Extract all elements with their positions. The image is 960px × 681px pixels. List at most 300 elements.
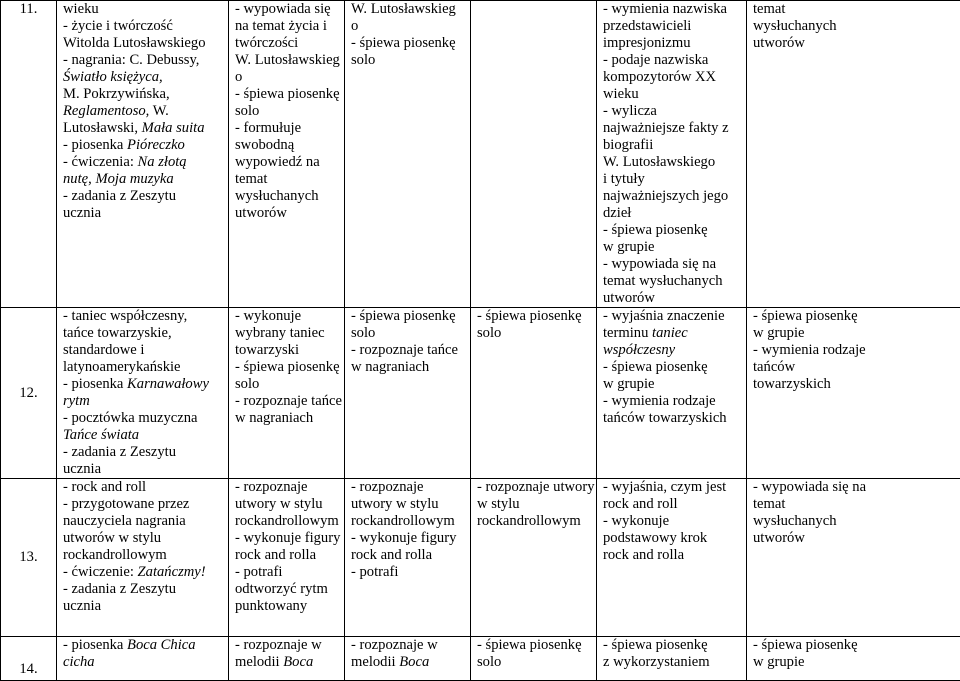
cell-line — [477, 308, 596, 325]
cell-line — [63, 530, 228, 547]
text-segment: wieku — [603, 86, 639, 102]
text-segment: ucznia — [63, 205, 101, 221]
italic-title: Na złotą — [138, 154, 187, 170]
text-segment: - śpiewa piosenkę — [477, 308, 582, 324]
text-segment: wieku — [63, 1, 99, 17]
cell-line — [235, 137, 344, 154]
grade-good-cell — [597, 637, 747, 681]
text-segment: - wymienia rodzaje — [603, 393, 716, 409]
cell-line — [235, 342, 344, 359]
text-segment: - wypowiada się — [235, 1, 331, 17]
cell-line — [351, 1, 470, 18]
text-segment: impresjonizmu — [603, 35, 691, 51]
cell-line — [603, 205, 746, 222]
text-segment: - wymienia rodzaje — [753, 342, 866, 358]
cell-line — [351, 564, 470, 581]
cell-line — [235, 35, 344, 52]
cell-line — [753, 359, 960, 376]
text-segment: wybrany taniec — [235, 325, 325, 341]
italic-title: Boca — [399, 654, 429, 670]
cell-line — [753, 479, 960, 496]
text-segment: melodii — [235, 654, 283, 670]
grade-high-cell — [747, 308, 960, 479]
text-segment: towarzyskich — [753, 376, 831, 392]
content-cell — [57, 637, 229, 681]
text-segment: - śpiewa piosenkę — [235, 359, 340, 375]
text-segment: rock and roll — [603, 496, 678, 512]
skills-extended-cell — [345, 637, 471, 681]
cell-line — [235, 1, 344, 18]
grade-high-cell — [747, 1, 960, 308]
cell-line — [63, 342, 228, 359]
cell-line — [63, 427, 228, 444]
text-segment: utworów — [753, 530, 805, 546]
text-segment: W. Lutosławskiego — [603, 154, 715, 170]
text-segment: biografii — [603, 137, 653, 153]
text-segment: rock and rolla — [351, 547, 432, 563]
cell-line — [351, 308, 470, 325]
italic-title: Światło księżyca, — [63, 69, 163, 85]
content-cell — [57, 479, 229, 637]
cell-line — [603, 410, 746, 427]
cell-line — [753, 35, 960, 52]
text-segment: - pocztówka muzyczna — [63, 410, 198, 426]
text-segment: - wyjaśnia znaczenie — [603, 308, 725, 324]
cell-line — [235, 410, 344, 427]
cell-line — [235, 103, 344, 120]
cell-line — [235, 393, 344, 410]
text-segment: Lutosławski, — [63, 120, 142, 136]
text-segment: - formułuje — [235, 120, 301, 136]
cell-line — [477, 654, 596, 671]
cell-line — [63, 69, 228, 86]
text-segment: w grupie — [603, 376, 654, 392]
text-segment: twórczości — [235, 35, 298, 51]
text-segment: wysłuchanych — [753, 513, 837, 529]
text-segment: najważniejsze fakty z — [603, 120, 729, 136]
cell-line — [603, 325, 746, 342]
grade-high-cell — [747, 637, 960, 681]
cell-line — [603, 171, 746, 188]
text-segment: terminu — [603, 325, 652, 341]
row-number-label: 11. — [20, 1, 38, 17]
cell-line — [235, 376, 344, 393]
text-segment: nauczyciela nagrania — [63, 513, 186, 529]
text-segment: - rozpoznaje tańce — [235, 393, 342, 409]
text-segment: dzieł — [603, 205, 631, 221]
cell-line — [603, 654, 746, 671]
cell-line — [477, 496, 596, 513]
cell-line — [603, 239, 746, 256]
grade-low-cell — [471, 308, 597, 479]
skills-basic-cell — [229, 479, 345, 637]
skills-extended-cell — [345, 479, 471, 637]
text-segment: Witolda Lutosławskiego — [63, 35, 206, 51]
text-segment: , — [88, 171, 95, 187]
cell-line — [603, 103, 746, 120]
text-segment: - przygotowane przez — [63, 496, 189, 512]
cell-line — [603, 496, 746, 513]
skills-basic-cell — [229, 1, 345, 308]
cell-line — [235, 547, 344, 564]
text-segment: najważniejszych jego — [603, 188, 728, 204]
text-segment: w stylu — [477, 496, 520, 512]
text-segment: o — [235, 69, 242, 85]
cell-line — [63, 479, 228, 496]
cell-line — [235, 479, 344, 496]
cell-line — [351, 530, 470, 547]
text-segment: - piosenka — [63, 376, 127, 392]
cell-line — [351, 359, 470, 376]
text-segment: przedstawicieli — [603, 18, 691, 34]
text-segment: rockandrollowym — [63, 547, 167, 563]
italic-title: Boca — [283, 654, 313, 670]
cell-line — [603, 137, 746, 154]
text-segment: - wyjaśnia, czym jest — [603, 479, 726, 495]
content-cell — [57, 308, 229, 479]
cell-line — [351, 342, 470, 359]
text-segment: M. Pokrzywińska, — [63, 86, 170, 102]
text-segment: solo — [477, 654, 501, 670]
text-segment: temat — [753, 1, 785, 17]
text-segment: solo — [235, 376, 259, 392]
text-segment: - rock and roll — [63, 479, 146, 495]
cell-line — [235, 654, 344, 671]
cell-line — [351, 35, 470, 52]
row-number-label: 13. — [19, 549, 37, 565]
cell-line — [63, 86, 228, 103]
cell-line — [351, 637, 470, 654]
italic-title: nutę — [63, 171, 88, 187]
cell-line — [235, 52, 344, 69]
row-number — [1, 1, 57, 308]
text-segment: - ćwiczenia: — [63, 154, 138, 170]
text-segment: rock and rolla — [235, 547, 316, 563]
text-segment: w grupie — [603, 239, 654, 255]
text-segment: w nagraniach — [235, 410, 313, 426]
text-segment: w grupie — [753, 654, 804, 670]
cell-line — [603, 273, 746, 290]
text-segment: - wykonuje figury — [235, 530, 340, 546]
cell-line — [603, 308, 746, 325]
text-segment: - zadania z Zeszytu — [63, 188, 176, 204]
grade-low-cell — [471, 1, 597, 308]
cell-line — [235, 325, 344, 342]
cell-line — [235, 598, 344, 615]
grade-low-cell — [471, 637, 597, 681]
row-number-label: 14. — [19, 661, 37, 677]
italic-title: Karnawałowy — [127, 376, 209, 392]
cell-line — [603, 530, 746, 547]
cell-line — [63, 154, 228, 171]
cell-line — [753, 637, 960, 654]
text-segment: kompozytorów XX — [603, 69, 716, 85]
cell-line — [63, 376, 228, 393]
text-segment: - śpiewa piosenkę — [351, 35, 456, 51]
cell-line — [351, 496, 470, 513]
cell-line — [63, 547, 228, 564]
cell-line — [235, 120, 344, 137]
skills-extended-cell — [345, 1, 471, 308]
cell-line — [603, 86, 746, 103]
text-segment: - rozpoznaje utwory — [477, 479, 595, 495]
text-segment: wysłuchanych — [753, 18, 837, 34]
cell-line — [235, 18, 344, 35]
text-segment: solo — [477, 325, 501, 341]
text-segment: melodii — [351, 654, 399, 670]
skills-extended-cell — [345, 308, 471, 479]
cell-line — [63, 581, 228, 598]
text-segment: - nagrania: C. Debussy, — [63, 52, 199, 68]
cell-line — [753, 1, 960, 18]
text-segment: - wykonuje figury — [351, 530, 456, 546]
cell-line — [235, 359, 344, 376]
cell-line — [477, 479, 596, 496]
cell-line — [603, 376, 746, 393]
cell-line — [63, 120, 228, 137]
text-segment: - rozpoznaje w — [351, 637, 438, 653]
text-segment: latynoamerykańskie — [63, 359, 181, 375]
text-segment: wypowiedź na — [235, 154, 320, 170]
text-segment: i tytuły — [603, 171, 645, 187]
text-segment: utworów w stylu — [63, 530, 161, 546]
cell-line — [477, 513, 596, 530]
text-segment: - rozpoznaje tańce — [351, 342, 458, 358]
text-segment: tańców towarzyskich — [603, 410, 727, 426]
cell-line — [63, 171, 228, 188]
cell-line — [63, 598, 228, 615]
text-segment: wysłuchanych — [235, 188, 319, 204]
cell-line — [753, 654, 960, 671]
text-segment: rockandrollowym — [477, 513, 581, 529]
text-segment: - śpiewa piosenkę — [753, 637, 858, 653]
cell-line — [603, 256, 746, 273]
content-cell — [57, 1, 229, 308]
text-segment: - piosenka — [63, 637, 127, 653]
cell-line — [235, 637, 344, 654]
cell-line — [603, 547, 746, 564]
grade-low-cell — [471, 479, 597, 637]
text-segment: - śpiewa piosenkę — [477, 637, 582, 653]
italic-title: Zatańczmy! — [138, 564, 206, 580]
cell-line — [235, 496, 344, 513]
skills-basic-cell — [229, 637, 345, 681]
cell-line — [603, 222, 746, 239]
cell-line — [603, 342, 746, 359]
cell-line — [753, 342, 960, 359]
cell-line — [753, 530, 960, 547]
italic-title: Moja muzyka — [95, 171, 173, 187]
cell-line — [63, 52, 228, 69]
text-segment: utwory w stylu — [235, 496, 323, 512]
row-number-label: 12. — [19, 385, 37, 401]
cell-line — [753, 308, 960, 325]
text-segment: W. — [149, 103, 168, 119]
cell-line — [63, 513, 228, 530]
cell-line — [63, 137, 228, 154]
text-segment: podstawowy krok — [603, 530, 707, 546]
text-segment: - wykonuje — [235, 308, 301, 324]
cell-line — [603, 69, 746, 86]
text-segment: towarzyski — [235, 342, 299, 358]
cell-line — [63, 654, 228, 671]
text-segment: - wypowiada się na — [753, 479, 866, 495]
text-segment: tańców — [753, 359, 795, 375]
text-segment: ucznia — [63, 461, 101, 477]
text-segment: o — [351, 18, 358, 34]
italic-title: Reglamentoso, — [63, 103, 149, 119]
cell-line — [63, 308, 228, 325]
text-segment: temat — [235, 171, 267, 187]
italic-title: współczesny — [603, 342, 675, 358]
text-segment: - rozpoznaje — [351, 479, 424, 495]
cell-line — [235, 205, 344, 222]
cell-line — [603, 52, 746, 69]
cell-line — [603, 120, 746, 137]
text-segment: - podaje nazwiska — [603, 52, 708, 68]
cell-line — [235, 69, 344, 86]
cell-line — [351, 513, 470, 530]
skills-basic-cell — [229, 308, 345, 479]
text-segment: utworów — [753, 35, 805, 51]
text-segment: standardowe i — [63, 342, 144, 358]
grade-good-cell — [597, 479, 747, 637]
cell-line — [603, 290, 746, 307]
text-segment: solo — [351, 325, 375, 341]
cell-line — [63, 103, 228, 120]
cell-line — [63, 496, 228, 513]
cell-line — [603, 393, 746, 410]
text-segment: swobodną — [235, 137, 294, 153]
italic-title: cicha — [63, 654, 95, 670]
cell-line — [477, 637, 596, 654]
cell-line — [63, 410, 228, 427]
cell-line — [235, 564, 344, 581]
cell-line — [753, 496, 960, 513]
text-segment: - rozpoznaje w — [235, 637, 322, 653]
text-segment: - piosenka — [63, 137, 127, 153]
text-segment: rockandrollowym — [351, 513, 455, 529]
cell-line — [603, 1, 746, 18]
text-segment: - wykonuje — [603, 513, 669, 529]
cell-line — [753, 513, 960, 530]
cell-line — [235, 86, 344, 103]
cell-line — [351, 325, 470, 342]
cell-line — [63, 393, 228, 410]
grade-high-cell — [747, 479, 960, 637]
row-number — [1, 479, 57, 637]
cell-line — [753, 325, 960, 342]
cell-line — [235, 581, 344, 598]
row-number — [1, 308, 57, 479]
text-segment: - zadania z Zeszytu — [63, 581, 176, 597]
cell-line — [63, 1, 228, 18]
text-segment: solo — [351, 52, 375, 68]
cell-line — [63, 188, 228, 205]
cell-line — [235, 188, 344, 205]
cell-line — [603, 18, 746, 35]
text-segment: - zadania z Zeszytu — [63, 444, 176, 460]
text-segment: rockandrollowym — [235, 513, 339, 529]
text-segment: - ćwiczenie: — [63, 564, 138, 580]
text-segment: rock and rolla — [603, 547, 684, 563]
cell-line — [753, 376, 960, 393]
text-segment: - śpiewa piosenkę — [603, 359, 708, 375]
grade-good-cell — [597, 308, 747, 479]
cell-line — [235, 154, 344, 171]
cell-line — [351, 654, 470, 671]
text-segment: - potrafi — [351, 564, 398, 580]
italic-title: taniec — [652, 325, 688, 341]
cell-line — [603, 637, 746, 654]
cell-line — [63, 35, 228, 52]
italic-title: Tańce świata — [63, 427, 139, 443]
cell-line — [63, 205, 228, 222]
cell-line — [63, 444, 228, 461]
text-segment: - potrafi — [235, 564, 282, 580]
text-segment: - śpiewa piosenkę — [235, 86, 340, 102]
text-segment: odtworzyć rytm — [235, 581, 328, 597]
table-row — [1, 637, 960, 681]
table-row — [1, 1, 960, 308]
table-row — [1, 308, 960, 479]
table-row — [1, 479, 960, 637]
cell-line — [235, 530, 344, 547]
cell-line — [351, 547, 470, 564]
cell-line — [603, 154, 746, 171]
cell-line — [63, 461, 228, 478]
text-segment: utwory w stylu — [351, 496, 439, 512]
text-segment: - śpiewa piosenkę — [753, 308, 858, 324]
cell-line — [63, 359, 228, 376]
text-segment: - wymienia nazwiska — [603, 1, 727, 17]
text-segment: - życie i twórczość — [63, 18, 173, 34]
cell-line — [603, 359, 746, 376]
cell-line — [63, 564, 228, 581]
text-segment: tańce towarzyskie, — [63, 325, 172, 341]
italic-title: Mała suita — [142, 120, 205, 136]
text-segment: ucznia — [63, 598, 101, 614]
cell-line — [603, 513, 746, 530]
cell-line — [63, 637, 228, 654]
text-segment: utworów — [235, 205, 287, 221]
text-segment: W. Lutosławskieg — [235, 52, 340, 68]
grade-good-cell — [597, 1, 747, 308]
cell-line — [603, 479, 746, 496]
cell-line — [477, 325, 596, 342]
cell-line — [235, 308, 344, 325]
text-segment: temat — [753, 496, 785, 512]
cell-line — [603, 35, 746, 52]
text-segment: temat wysłuchanych — [603, 273, 723, 289]
italic-title: Pióreczko — [127, 137, 185, 153]
text-segment: - wypowiada się na — [603, 256, 716, 272]
cell-line — [351, 479, 470, 496]
text-segment: w nagraniach — [351, 359, 429, 375]
cell-line — [63, 325, 228, 342]
text-segment: W. Lutosławskieg — [351, 1, 456, 17]
text-segment: - wylicza — [603, 103, 657, 119]
row-number — [1, 637, 57, 681]
cell-line — [235, 171, 344, 188]
cell-line — [63, 18, 228, 35]
cell-line — [235, 513, 344, 530]
text-segment: w grupie — [753, 325, 804, 341]
text-segment: - śpiewa piosenkę — [603, 637, 708, 653]
cell-line — [753, 18, 960, 35]
text-segment: - śpiewa piosenkę — [351, 308, 456, 324]
text-segment: solo — [235, 103, 259, 119]
